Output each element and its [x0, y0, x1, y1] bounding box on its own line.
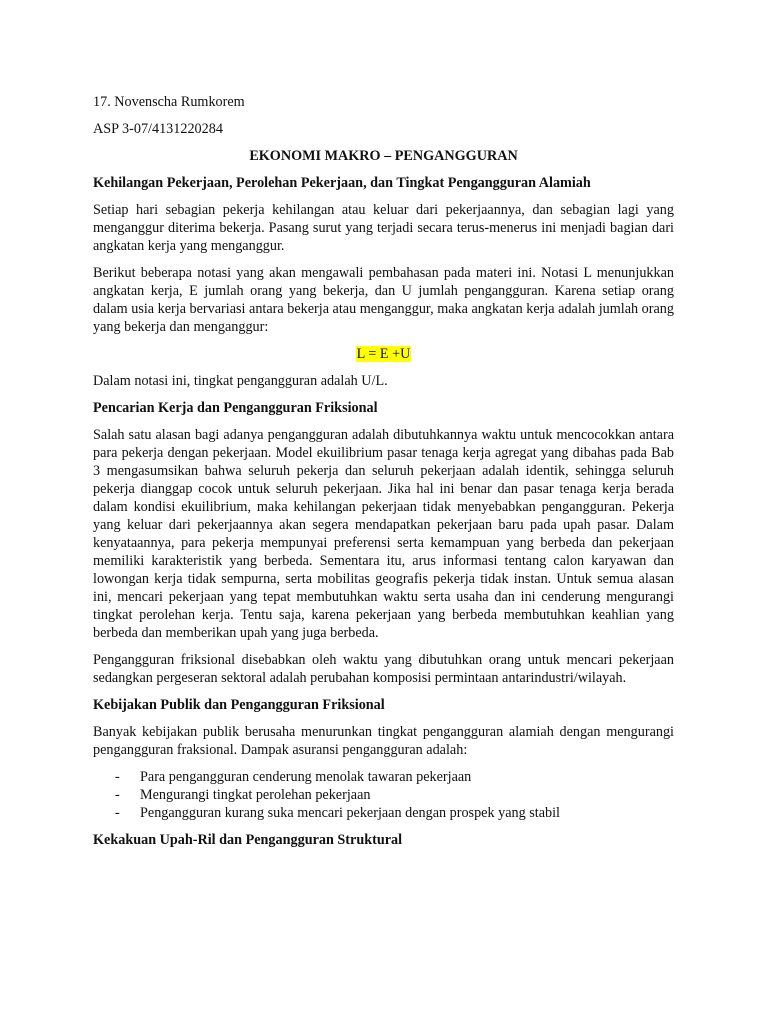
list-item-text: Para pengangguran cenderung menolak tawaran pekerjaan: [140, 769, 472, 785]
section-heading-real-wage-rigidity: Kekakuan Upah-Ril dan Pengangguran Struktural: [93, 832, 403, 848]
student-id-line: ASP 3-07/4131220284: [93, 121, 223, 137]
section-heading-job-loss: Kehilangan Pekerjaan, Perolehan Pekerjaan, dan Tingkat Pengangguran Alamiah: [93, 175, 591, 191]
list-item-text: Pengangguran kurang suka mencari pekerjaan dengan prospek yang stabil: [140, 805, 560, 821]
paragraph-policy: Banyak kebijakan publik berusaha menurunkan tingkat pengangguran alamiah dengan mengurangi pengangguran fraksional. Dampak asuransi pengangguran adalah:: [93, 724, 674, 758]
document-page: [93, 93, 674, 858]
dash-bullet: -: [115, 805, 120, 821]
paragraph-frictional-definition: Pengangguran friksional disebabkan oleh waktu yang dibutuhkan orang untuk mencari pekerjaan sedangkan pergeseran sektoral adalah perubahan komposisi permintaan antarindustri/wilayah.: [93, 652, 674, 686]
list-item-text: Mengurangi tingkat perolehan pekerjaan: [140, 787, 371, 803]
highlighted-formula: L = E +U: [356, 346, 411, 362]
author-line: 17. Novenscha Rumkorem: [93, 94, 245, 110]
insurance-effects-list: [93, 768, 674, 822]
list-item: [93, 786, 674, 804]
section-heading-public-policy: Kebijakan Publik dan Pengangguran Friksional: [93, 697, 385, 713]
paragraph-frictional-reasons: Salah satu alasan bagi adanya pengangguran adalah dibutuhkannya waktu untuk mencocokkan antara para pekerja dengan pekerjaan. Model ekuilibrium pasar tenaga kerja agregat yang dibahas pada Bab 3 mengasumsikan bahwa seluruh pekerja dan seluruh pekerjaan adalah identik, sehingga seluruh pekerja dianggap cocok untuk seluruh pekerjaan. Jika hal ini benar dan pasar tenaga kerja berada dalam kondisi ekuilibrium, maka kehilangan pekerjaan tidak menyebabkan pengangguran. Pekerja yang keluar dari pekerjaannya akan segera mendapatkan pekerjaan baru pada upah pasar. Dalam kenyataannya, para pekerja mempunyai preferensi serta kemampuan yang berbeda dan pekerjaan memiliki karakteristik yang berbeda. Sementara itu, arus informasi tentang calon karyawan dan lowongan kerja tidak sempurna, serta mobilitas geografis pekerja tidak instan. Untuk semua alasan ini, mencari pekerjaan yang tepat membutuhkan waktu serta usaha dan ini cenderung mengurangi tingkat perolehan kerja. Tentu saja, karena pekerjaan yang berbeda membutuhkan keahlian yang berbeda dan memberikan upah yang juga berbeda.: [93, 427, 674, 641]
list-item: [93, 804, 674, 822]
section-heading-job-search: Pencarian Kerja dan Pengangguran Friksional: [93, 400, 378, 416]
list-item: [93, 768, 674, 786]
dash-bullet: -: [115, 787, 120, 803]
dash-bullet: -: [115, 769, 120, 785]
paragraph-unemployment-rate: Dalam notasi ini, tingkat pengangguran adalah U/L.: [93, 373, 388, 389]
document-title: EKONOMI MAKRO – PENGANGGURAN: [249, 148, 518, 164]
formula-line: [93, 345, 674, 363]
paragraph-job-turnover: Setiap hari sebagian pekerja kehilangan atau keluar dari pekerjaannya, dan sebagian lagi yang menganggur diterima bekerja. Pasang surut yang terjadi secara terus-menerus ini menjadi bagian dari angkatan kerja yang menganggur.: [93, 202, 674, 254]
paragraph-notation: Berikut beberapa notasi yang akan mengawali pembahasan pada materi ini. Notasi L menunjukkan angkatan kerja, E jumlah orang yang bekerja, dan U jumlah pengangguran. Karena setiap orang dalam usia kerja bervariasi antara bekerja atau menganggur, maka angkatan kerja adalah jumlah orang yang bekerja dan menganggur:: [93, 265, 674, 335]
